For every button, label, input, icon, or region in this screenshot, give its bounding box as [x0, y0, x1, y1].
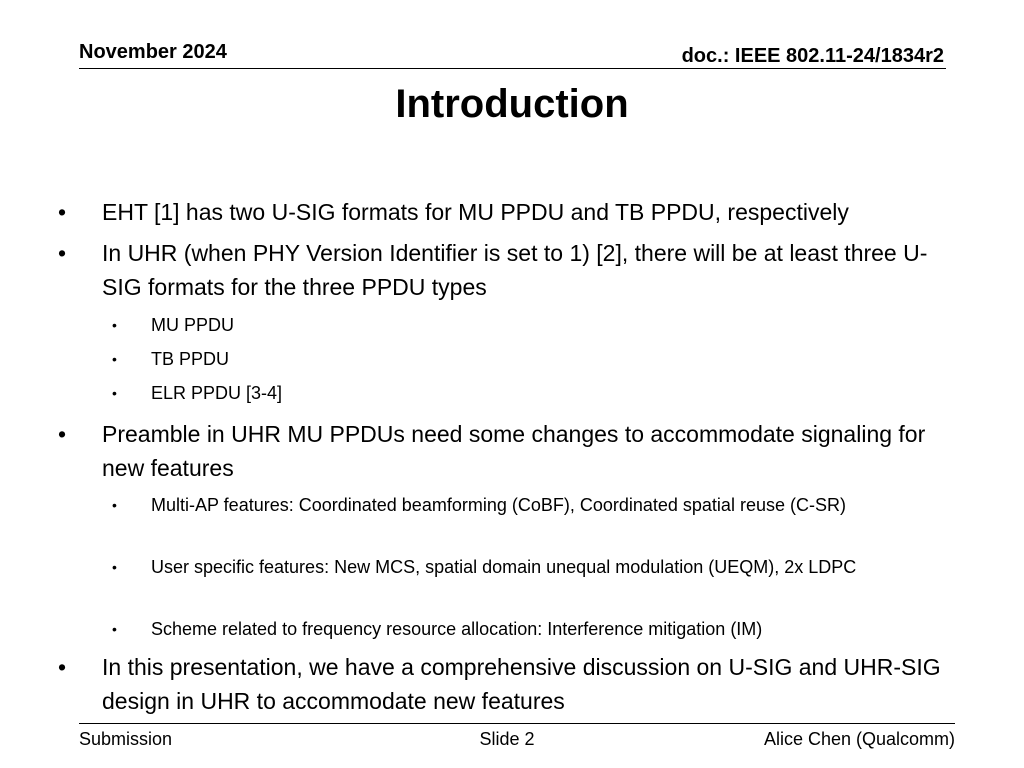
- sub-bullet-user-specific: User specific features: New MCS, spatial domain unequal modulation (UEQM), 2x LDPC: [151, 557, 857, 577]
- header-doc-id: doc.: IEEE 802.11-24/1834r2: [681, 45, 944, 67]
- sub-bullet-frequency-resource: Scheme related to frequency resource allocation: Interference mitigation (IM): [151, 619, 763, 639]
- sub-bullet-dot: •: [112, 351, 117, 367]
- sub-bullet-elr-ppdu: ELR PPDU [3-4]: [151, 383, 283, 403]
- bullet-1-text: EHT [1] has two U-SIG formats for MU PPDU and TB PPDU, respectively: [102, 199, 849, 225]
- sub-bullet-multi-ap: Multi-AP features: Coordinated beamforming (CoBF), Coordinated spatial reuse (C-SR): [151, 495, 846, 515]
- bullet-3-text: Preamble in UHR MU PPDUs need some changes to accommodate signaling for new features: [102, 421, 926, 481]
- sub-bullet-dot: •: [112, 621, 117, 637]
- slide-title: Introduction: [395, 82, 629, 126]
- bullet-4-text: In this presentation, we have a comprehensive discussion on U-SIG and UHR-SIG design in UHR to accommodate new features: [102, 654, 941, 714]
- footer-slide-number: Slide 2: [479, 729, 535, 749]
- sub-bullet-dot: •: [112, 497, 117, 513]
- header-date: November 2024: [79, 41, 227, 63]
- bullet-dot: •: [58, 421, 67, 447]
- bullet-dot: •: [58, 654, 67, 680]
- bullet-2-text: In UHR (when PHY Version Identifier is set to 1) [2], there will be at least three U-SIG formats for the three PPDU types: [102, 240, 928, 300]
- sub-bullet-tb-ppdu: TB PPDU: [151, 349, 230, 369]
- footer-divider: [79, 723, 955, 724]
- header-divider: [79, 68, 946, 69]
- sub-bullet-mu-ppdu: MU PPDU: [151, 315, 235, 335]
- sub-bullet-dot: •: [112, 317, 117, 333]
- bullet-dot: •: [58, 240, 67, 266]
- sub-bullet-dot: •: [112, 559, 117, 575]
- bullet-dot: •: [58, 199, 67, 225]
- footer-author: Alice Chen (Qualcomm): [763, 729, 955, 749]
- footer-submission: Submission: [79, 729, 173, 749]
- sub-bullet-dot: •: [112, 385, 117, 401]
